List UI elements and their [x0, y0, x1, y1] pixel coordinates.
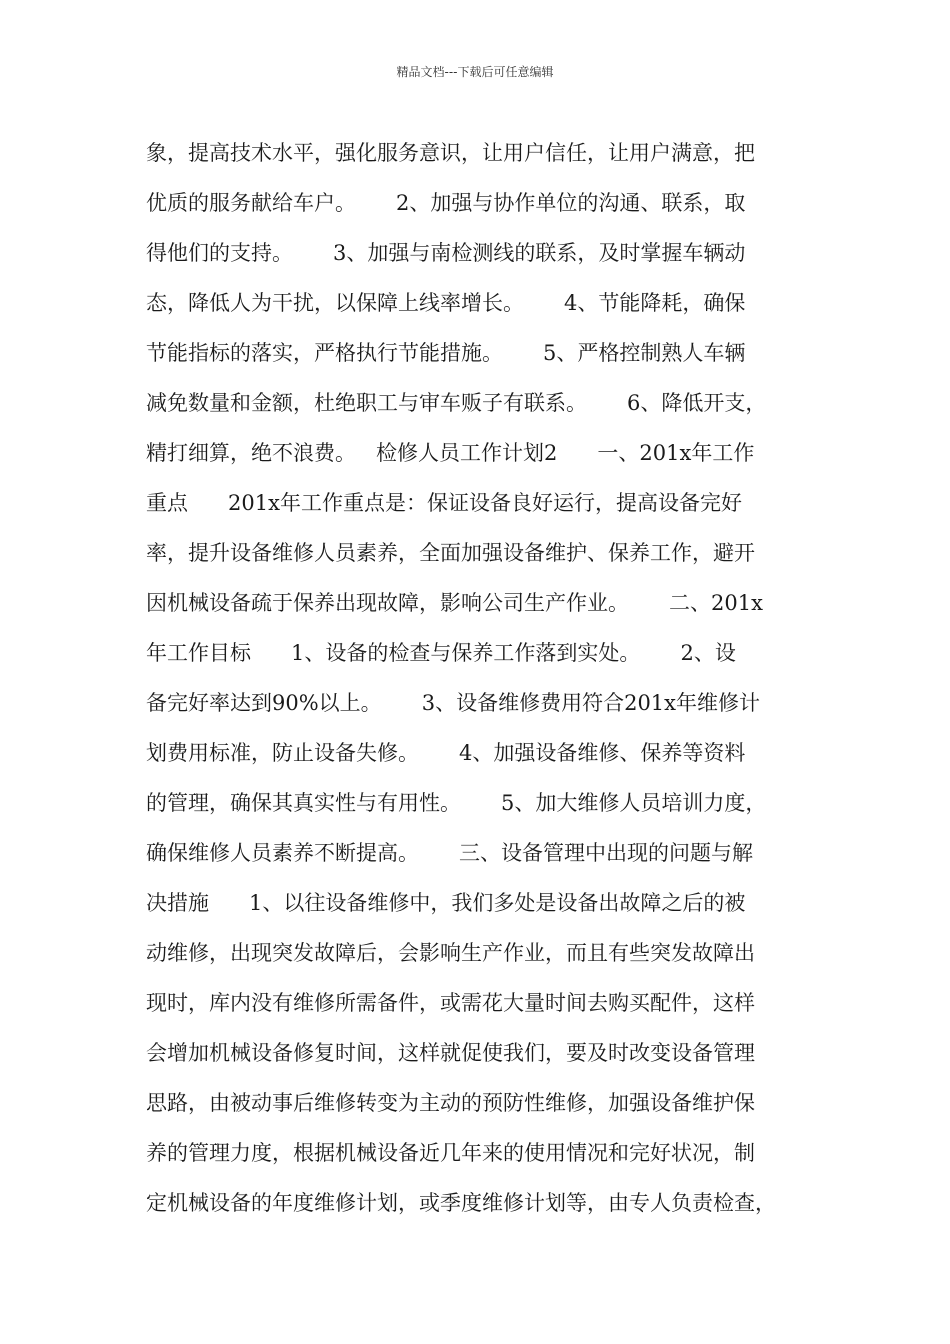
text-line: 定机械设备的年度维修计划，或季度维修计划等，由专人负责检查， [146, 1191, 776, 1215]
text-line: 的管理，确保其真实性与有用性。 5、加大维修人员培训力度， [146, 791, 767, 815]
text-line: 得他们的支持。 3、加强与南检测线的联系，及时掌握车辆动 [146, 241, 746, 265]
text-line: 备完好率达到90%以上。 3、设备维修费用符合201x年维修计 [146, 691, 761, 715]
text-line: 现时，库内没有维修所需备件，或需花大量时间去购买配件，这样 [146, 991, 755, 1015]
text-line: 动维修，出现突发故障后，会影响生产作业，而且有些突发故障出 [146, 941, 755, 965]
text-line: 因机械设备疏于保养出现故障，影响公司生产作业。 二、201x [146, 591, 763, 615]
text-line: 精打细算，绝不浪费。 检修人员工作计划2 一、201x年工作 [146, 441, 755, 465]
document-body [146, 133, 822, 1233]
text-line: 确保维修人员素养不断提高。 三、设备管理中出现的问题与解 [146, 841, 754, 865]
text-line: 年工作目标 1、设备的检查与保养工作落到实处。 2、设 [146, 641, 736, 665]
text-line: 优质的服务献给车户。 2、加强与协作单位的沟通、联系，取 [146, 191, 746, 215]
text-line: 象，提高技术水平，强化服务意识，让用户信任，让用户满意，把 [146, 141, 755, 165]
text-line: 决措施 1、以往设备维修中，我们多处是设备出故障之后的被 [146, 891, 746, 915]
page-header: 精品文档---下载后可任意编辑 [396, 65, 554, 79]
text-line: 态，降低人为干扰，以保障上线率增长。 4、节能降耗，确保 [146, 291, 746, 315]
text-line: 节能指标的落实，严格执行节能措施。 5、严格控制熟人车辆 [146, 341, 746, 365]
text-line: 率，提升设备维修人员素养，全面加强设备维护、保养工作，避开 [146, 541, 755, 565]
text-line: 重点 201x年工作重点是：保证设备良好运行，提高设备完好 [146, 491, 742, 515]
text-line: 养的管理力度，根据机械设备近几年来的使用情况和完好状况，制 [146, 1141, 755, 1165]
text-line: 划费用标准，防止设备失修。 4、加强设备维修、保养等资料 [146, 741, 746, 765]
text-line: 减免数量和金额，杜绝职工与审车贩子有联系。 6、降低开支， [146, 391, 767, 415]
text-line: 会增加机械设备修复时间，这样就促使我们，要及时改变设备管理 [146, 1041, 755, 1065]
text-line: 思路，由被动事后维修转变为主动的预防性维修，加强设备维护保 [146, 1091, 755, 1115]
